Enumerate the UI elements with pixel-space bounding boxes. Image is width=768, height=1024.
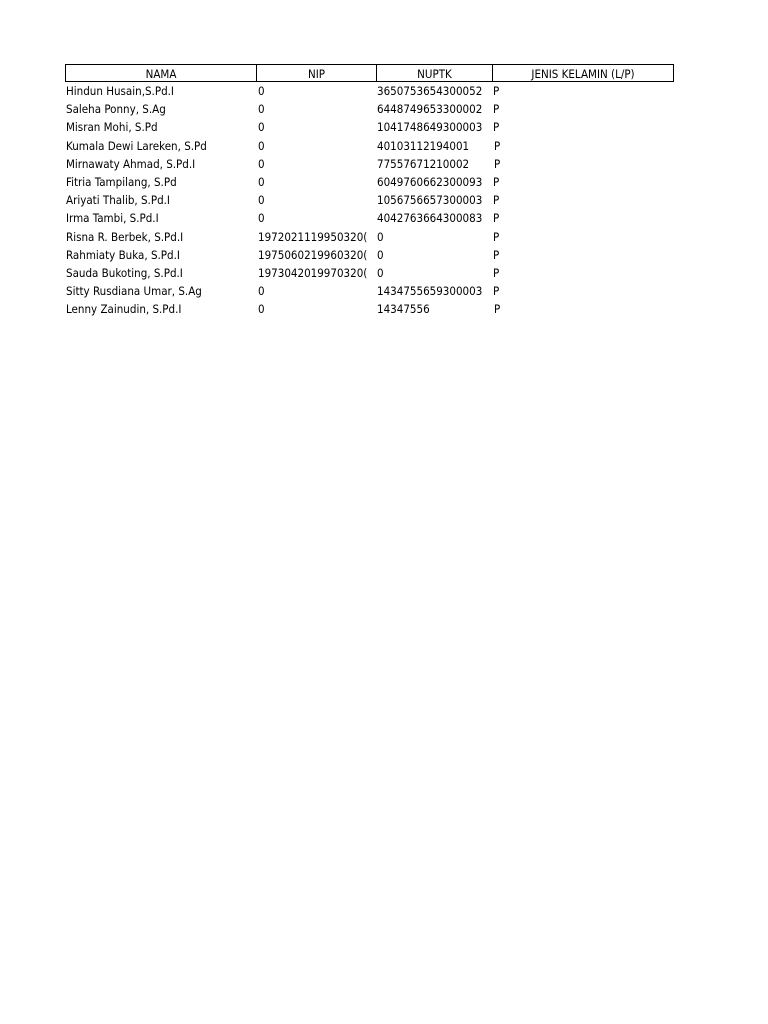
cell-nama: Misran Mohi, S.Pd bbox=[66, 120, 158, 135]
table-row bbox=[65, 264, 674, 282]
cell-nuptk: 1434755659300003 bbox=[377, 284, 483, 299]
header-nama: NAMA bbox=[66, 65, 257, 81]
table-row bbox=[65, 155, 674, 173]
teacher-table bbox=[65, 64, 674, 318]
cell-nuptk: 0 bbox=[377, 265, 384, 280]
header-nuptk: NUPTK bbox=[377, 65, 493, 81]
table-row bbox=[65, 191, 674, 209]
table-row bbox=[65, 118, 674, 136]
cell-nuptk: 6448749653300002 bbox=[377, 102, 483, 117]
cell-nip: 0 bbox=[258, 193, 265, 208]
cell-nip: 0 bbox=[258, 84, 265, 98]
cell-nama: Kumala Dewi Lareken, S.Pd bbox=[66, 138, 207, 153]
cell-jenis-kelamin: P bbox=[494, 156, 501, 171]
cell-jenis-kelamin: P bbox=[493, 174, 500, 189]
cell-jenis-kelamin: P bbox=[493, 193, 500, 208]
table-row bbox=[65, 282, 674, 300]
table-header bbox=[65, 64, 674, 82]
table-row bbox=[65, 228, 674, 246]
cell-nama: Sauda Bukoting, S.Pd.I bbox=[66, 265, 183, 280]
cell-nama: Lenny Zainudin, S.Pd.I bbox=[66, 302, 182, 317]
cell-nip: 0 bbox=[258, 302, 265, 317]
cell-nuptk: 40103112194001 bbox=[377, 138, 470, 153]
cell-jenis-kelamin: P bbox=[493, 247, 500, 262]
table-row bbox=[65, 246, 674, 264]
cell-nama: Sitty Rusdiana Umar, S.Ag bbox=[66, 284, 202, 299]
cell-nuptk: 3650753654300052 bbox=[377, 84, 483, 98]
cell-nip: 0 bbox=[258, 211, 265, 226]
cell-nip: 0 bbox=[258, 174, 265, 189]
header-nip: NIP bbox=[257, 65, 377, 81]
cell-nip: 1972021119950320( bbox=[258, 229, 368, 244]
cell-jenis-kelamin: P bbox=[493, 84, 500, 98]
cell-nama: Irma Tambi, S.Pd.I bbox=[66, 211, 159, 226]
cell-nama: Hindun Husain,S.Pd.I bbox=[66, 84, 174, 98]
cell-jenis-kelamin: P bbox=[493, 284, 500, 299]
cell-nama: Mirnawaty Ahmad, S.Pd.I bbox=[66, 156, 196, 171]
cell-nip: 0 bbox=[258, 120, 265, 135]
cell-nuptk: 77557671210002 bbox=[377, 156, 470, 171]
table-row bbox=[65, 137, 674, 155]
cell-nuptk: 1056756657300003 bbox=[377, 193, 483, 208]
cell-jenis-kelamin: P bbox=[494, 138, 501, 153]
cell-nuptk: 1041748649300003 bbox=[377, 120, 483, 135]
cell-nama: Ariyati Thalib, S.Pd.I bbox=[66, 193, 170, 208]
table-row bbox=[65, 300, 674, 318]
cell-nama: Rahmiaty Buka, S.Pd.I bbox=[66, 247, 180, 262]
cell-nip: 1973042019970320( bbox=[258, 265, 368, 280]
cell-jenis-kelamin: P bbox=[493, 211, 500, 226]
cell-nip: 0 bbox=[258, 138, 265, 153]
cell-jenis-kelamin: P bbox=[494, 302, 501, 317]
cell-nuptk: 14347556 bbox=[377, 302, 430, 317]
table-row bbox=[65, 209, 674, 227]
cell-jenis-kelamin: P bbox=[493, 120, 500, 135]
cell-nuptk: 0 bbox=[377, 229, 384, 244]
cell-nip: 0 bbox=[258, 284, 265, 299]
cell-nip: 0 bbox=[258, 102, 265, 117]
cell-jenis-kelamin: P bbox=[493, 102, 500, 117]
cell-nip: 1975060219960320( bbox=[258, 247, 368, 262]
cell-nama: Fitria Tampilang, S.Pd bbox=[66, 174, 177, 189]
cell-jenis-kelamin: P bbox=[493, 229, 500, 244]
header-jenis-kelamin: JENIS KELAMIN (L/P) bbox=[531, 67, 635, 81]
cell-nama: Saleha Ponny, S.Ag bbox=[66, 102, 166, 117]
cell-jenis-kelamin: P bbox=[493, 265, 500, 280]
cell-nip: 0 bbox=[258, 156, 265, 171]
cell-nuptk: 4042763664300083 bbox=[377, 211, 483, 226]
cell-nuptk: 6049760662300093 bbox=[377, 174, 483, 189]
table-row bbox=[65, 82, 674, 100]
cell-nama: Risna R. Berbek, S.Pd.I bbox=[66, 229, 184, 244]
table-row bbox=[65, 100, 674, 118]
table-row bbox=[65, 173, 674, 191]
cell-nuptk: 0 bbox=[377, 247, 384, 262]
